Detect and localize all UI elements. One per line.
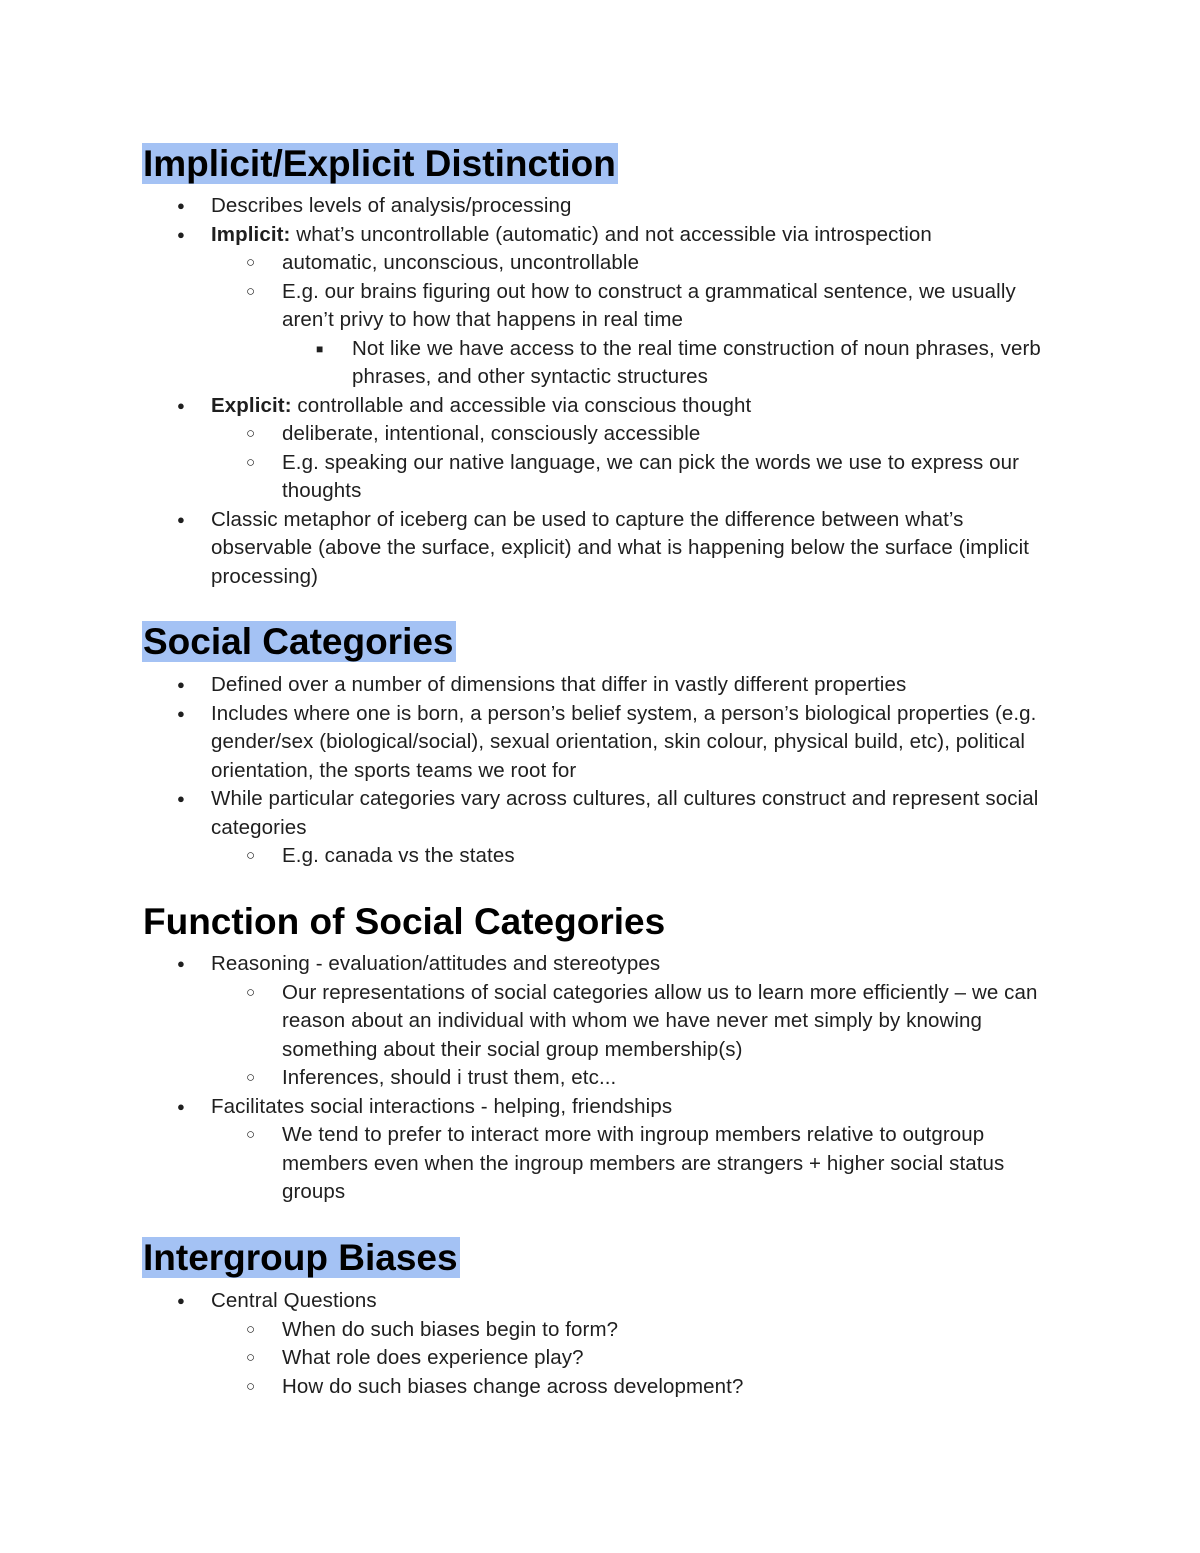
list-item: ● Reasoning - evaluation/attitudes and stereotypes: [0, 950, 1059, 979]
list-item: ○ When do such biases begin to form?: [0, 1316, 1060, 1345]
list-item: ○ We tend to prefer to interact more with ingroup members relative to outgroup members even when the ingroup members are strangers + higher social status groups: [0, 1121, 1060, 1207]
list-item: ■ Not like we have access to the real time construction of noun phrases, verb phrases, and other syntactic structures: [0, 335, 1042, 392]
heading-intergroup-biases: Intergroup Biases: [143, 1237, 458, 1278]
list-item: ● Classic metaphor of iceberg can be used to capture the difference between what’s observable (above the surface, explicit) and what is happening below the surface (implicit processing): [0, 506, 1059, 592]
list-item: ○ What role does experience play?: [0, 1344, 1060, 1373]
list-item: ● Central Questions: [0, 1287, 1059, 1316]
list-item: ○ automatic, unconscious, uncontrollable: [0, 249, 1060, 278]
section-list-implicit-explicit: [0, 192, 1200, 591]
list-item: ● Facilitates social interactions - helping, friendships: [0, 1093, 1059, 1122]
term-label: Explicit:: [211, 393, 292, 417]
section-list-social-categories: [0, 671, 1200, 871]
term-label: Implicit:: [211, 222, 291, 246]
list-item: ○ E.g. canada vs the states: [0, 842, 1060, 871]
heading-implicit-explicit: Implicit/Explicit Distinction: [143, 143, 616, 184]
section-list-intergroup-biases: [0, 1287, 1200, 1401]
list-item: ● While particular categories vary across cultures, all cultures construct and represent social categories: [0, 785, 1059, 842]
list-item: ● Explicit: controllable and accessible via conscious thought: [0, 392, 1059, 421]
list-item: ○ deliberate, intentional, consciously accessible: [0, 420, 1060, 449]
list-item: ○ How do such biases change across development?: [0, 1373, 1060, 1402]
list-item: ● Defined over a number of dimensions that differ in vastly different properties: [0, 671, 1059, 700]
section-list-function: [0, 950, 1200, 1207]
list-item: ○ E.g. our brains figuring out how to construct a grammatical sentence, we usually aren’t privy to how that happens in real time: [0, 278, 1060, 335]
heading-social-categories: Social Categories: [143, 621, 454, 662]
list-item: ● Implicit: what’s uncontrollable (automatic) and not accessible via introspection: [0, 221, 1059, 250]
heading-function-of-social-categories: Function of Social Categories: [143, 901, 666, 942]
list-item: ○ E.g. speaking our native language, we can pick the words we use to express our thoughts: [0, 449, 1060, 506]
list-item: ● Describes levels of analysis/processing: [0, 192, 1059, 221]
list-item: ○ Our representations of social categories allow us to learn more efficiently – we can reason about an individual with whom we have never met simply by knowing something about their social group membership(s): [0, 979, 1060, 1065]
list-item: ○ Inferences, should i trust them, etc...: [0, 1064, 1060, 1093]
list-item: ● Includes where one is born, a person’s belief system, a person’s biological properties (e.g. gender/sex (biological/social), sexual orientation, skin colour, physical build, etc), political orientation, the sports teams we root for: [0, 700, 1059, 786]
